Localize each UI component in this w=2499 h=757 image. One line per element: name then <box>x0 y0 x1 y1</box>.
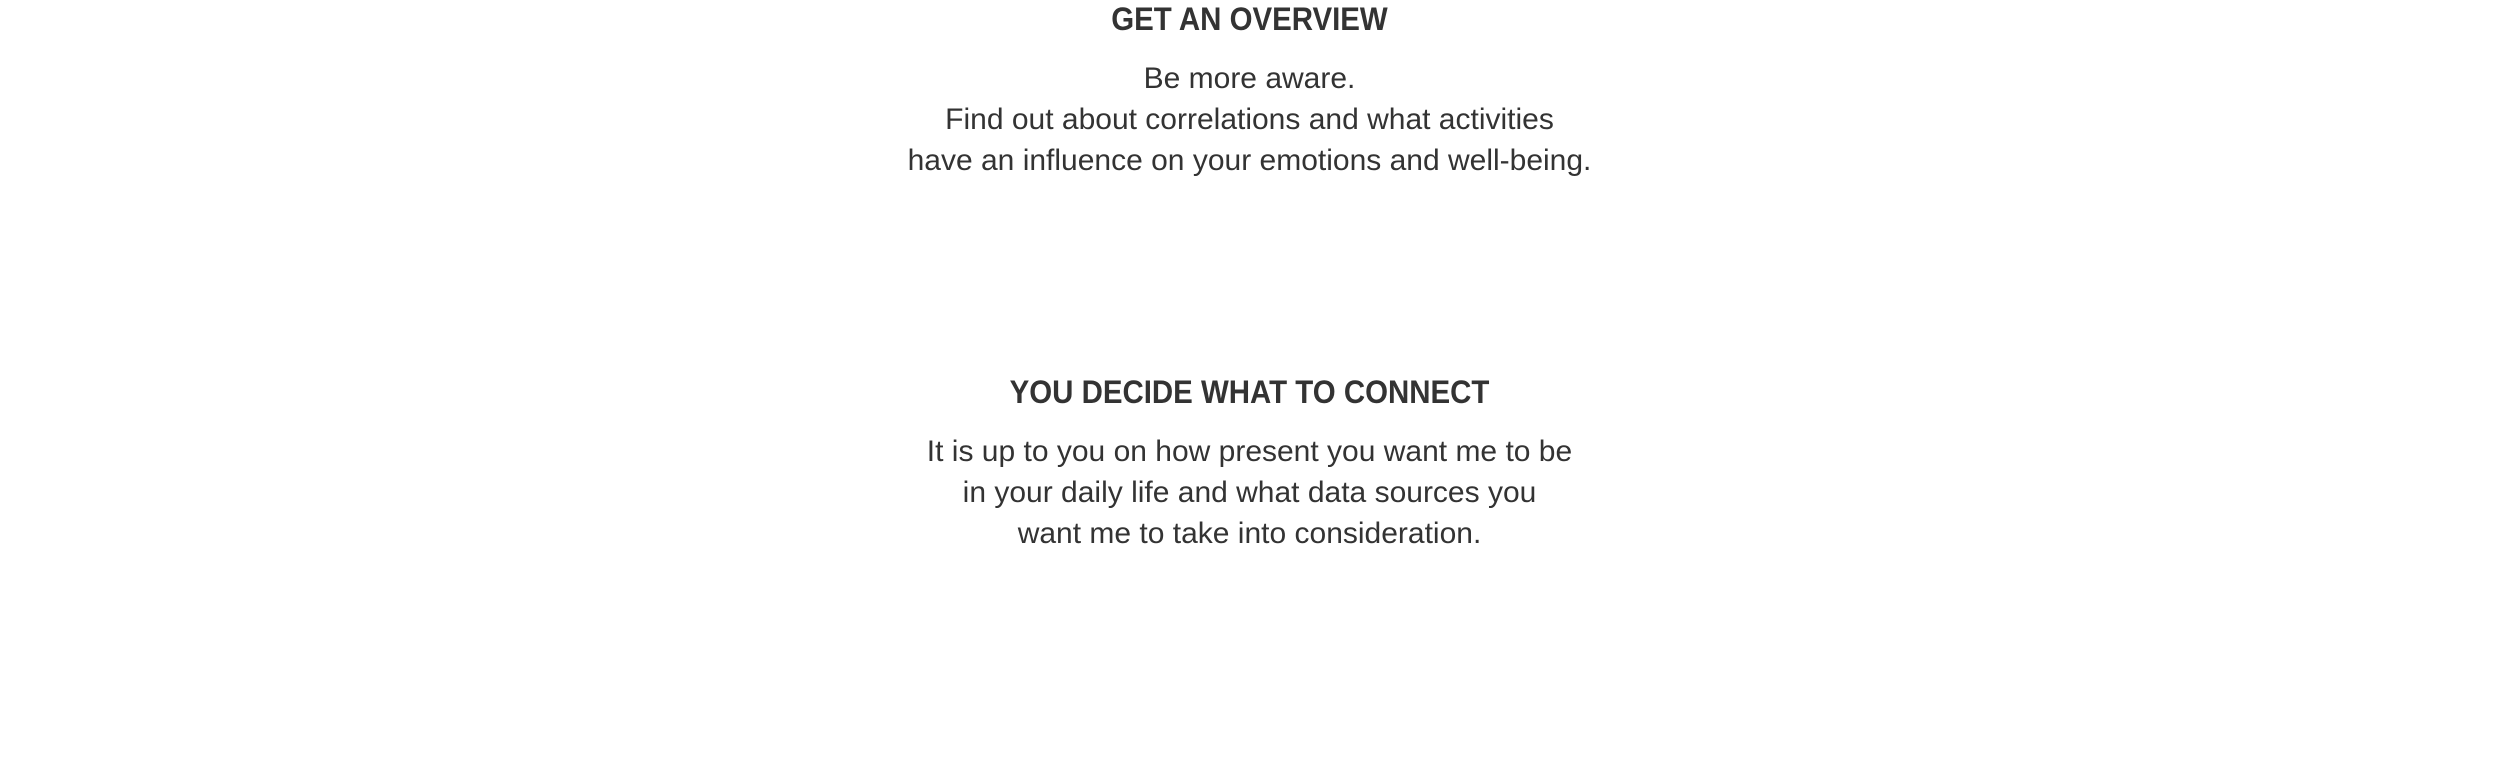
section-heading: YOU DECIDE WHAT TO CONNECT <box>1009 374 1490 410</box>
description-line: in your daily life and what data sources you <box>962 476 1537 509</box>
section-heading: GET AN OVERVIEW <box>1111 1 1388 37</box>
description-line: It is up to you on how present you want me to be <box>926 435 1573 468</box>
description-line: Find out about correlations and what activities <box>945 103 1554 136</box>
feature-section-connect <box>0 373 2499 554</box>
description-line: have an influence on your emotions and well-being. <box>907 144 1592 177</box>
section-description <box>0 58 2499 181</box>
description-line: want me to take into consideration. <box>1017 517 1482 550</box>
description-line: Be more aware. <box>1143 62 1356 95</box>
section-description <box>0 431 2499 554</box>
feature-section-overview <box>0 0 2499 181</box>
